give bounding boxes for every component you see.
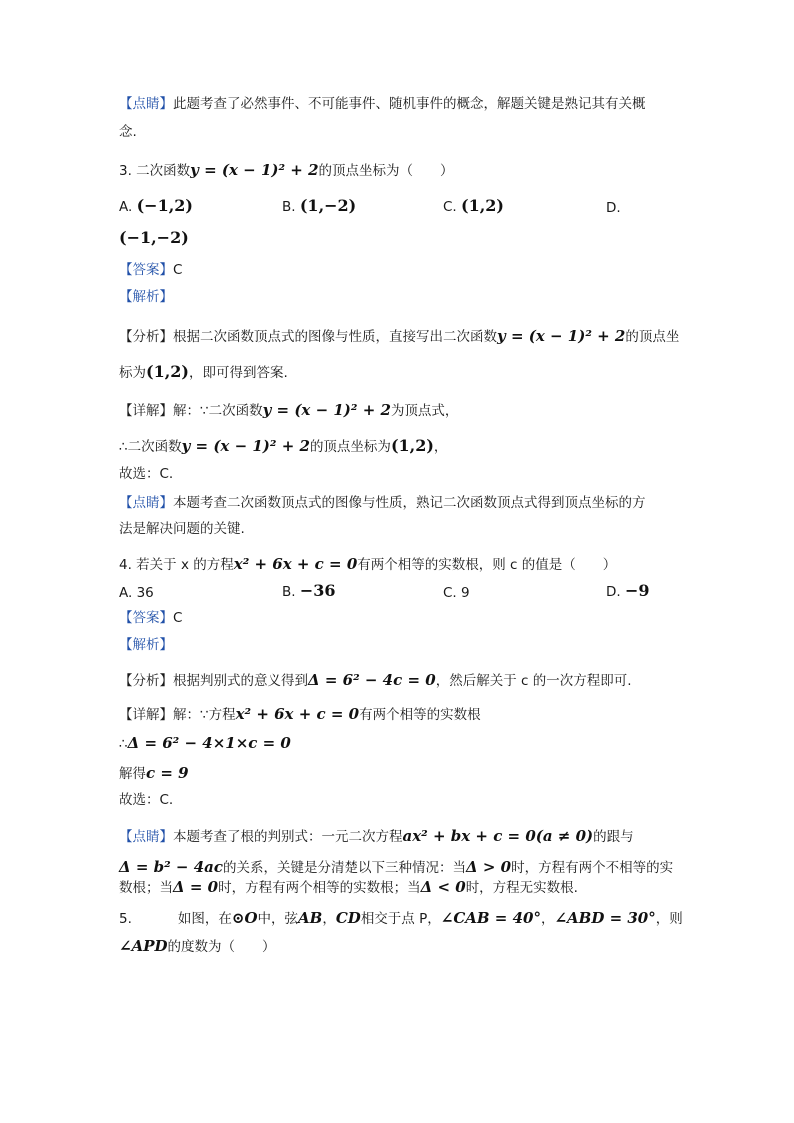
- option-value: (1,2): [461, 196, 504, 215]
- question-4-stem: [119, 554, 689, 575]
- option-d: [606, 581, 650, 602]
- note-line-3: [119, 877, 689, 898]
- detail-line: [119, 400, 689, 421]
- function-formula: y = (x − 1)² + 2: [497, 327, 626, 345]
- condition: Δ = 0: [173, 878, 219, 896]
- text: 的跟与: [593, 829, 634, 845]
- option-letter: C.: [443, 585, 457, 601]
- option-a: [119, 196, 193, 217]
- choose-text: 故选：C.: [119, 466, 174, 482]
- analysis-line: [119, 326, 689, 347]
- fenxi-tag: 【分析】: [119, 673, 173, 689]
- text: 本题考查了根的判别式：一元二次方程: [173, 829, 403, 845]
- question-5-stem: [119, 908, 689, 929]
- note-line-2: [119, 519, 689, 539]
- text: 中，弦: [257, 911, 299, 927]
- vertex-value: (1,2): [390, 436, 434, 455]
- discriminant-equation: Δ = 6² − 4×1×c = 0: [127, 734, 291, 752]
- option-value: 9: [461, 585, 470, 601]
- text: 标为: [119, 365, 146, 381]
- note-line: [119, 826, 689, 847]
- option-value: 36: [136, 585, 154, 601]
- question-3-stem: [119, 160, 689, 181]
- text: ∴二次函数: [119, 439, 182, 455]
- text: 解：∵二次函数: [173, 403, 263, 419]
- function-formula: y = (x − 1)² + 2: [190, 161, 319, 179]
- option-value: (−1,2): [136, 196, 193, 215]
- option-value: −9: [624, 581, 650, 600]
- option-value: (1,−2): [299, 196, 357, 215]
- quadratic-equation: ax² + bx + c = 0(a ≠ 0): [402, 827, 594, 845]
- text: ∴: [119, 736, 128, 752]
- text: 的关系，关键是分清楚以下三种情况：当: [223, 860, 467, 876]
- condition: Δ > 0: [466, 858, 512, 876]
- answer-tag: 【答案】: [119, 262, 173, 278]
- text: 根据二次函数顶点式的图像与性质，直接写出二次函数: [173, 329, 497, 345]
- answer-tag: 【答案】: [119, 610, 173, 626]
- option-value: (−1,−2): [119, 228, 189, 247]
- note-text: 念.: [119, 124, 137, 140]
- analysis-tag: 【解析】: [119, 637, 173, 653]
- option-b: [282, 196, 356, 217]
- detail-line-2: [119, 436, 689, 457]
- detail-line-3: [119, 763, 689, 784]
- answer-value: C: [173, 610, 183, 626]
- question-number: 5.: [119, 911, 132, 927]
- discriminant-formula: Δ = b² − 4ac: [119, 858, 224, 876]
- text: 的顶点坐: [625, 329, 680, 345]
- text: 如图，在: [177, 911, 232, 927]
- text: ，: [322, 911, 336, 927]
- note-text: 此题考查了必然事件、不可能事件、随机事件的概念，解题关键是熟记其有关概: [173, 96, 646, 112]
- analysis-line: [119, 670, 689, 691]
- text: 的顶点坐标为: [309, 439, 391, 455]
- detail-tag: 【详解】: [119, 403, 173, 419]
- discriminant-equation: Δ = 6² − 4c = 0: [308, 671, 436, 689]
- text: 时，方程无实数根.: [465, 880, 578, 896]
- answer-line: [119, 260, 689, 280]
- equation: x² + 6x + c = 0: [235, 705, 360, 723]
- text: ，: [433, 439, 448, 455]
- option-b: [282, 581, 336, 602]
- note-tag: 【点睛】: [119, 829, 173, 845]
- question-5-stem-2: [119, 936, 689, 957]
- option-c: [443, 196, 504, 217]
- option-letter: A.: [119, 585, 133, 601]
- angle-apd: ∠APD: [119, 937, 168, 955]
- analysis-heading: [119, 287, 689, 307]
- function-formula: y = (x − 1)² + 2: [262, 401, 391, 419]
- option-c: [443, 583, 470, 603]
- note-line-2: [119, 122, 689, 142]
- analysis-heading: [119, 635, 689, 655]
- note-line: [119, 94, 689, 114]
- text: ，则: [655, 911, 683, 927]
- option-letter: A.: [119, 199, 133, 215]
- answer-value: C: [173, 262, 183, 278]
- option-value: −36: [299, 581, 336, 600]
- detail-tag: 【详解】: [119, 707, 173, 723]
- analysis-line-2: [119, 362, 689, 383]
- text: ，然后解关于 c 的一次方程即可.: [435, 673, 632, 689]
- detail-line-2: [119, 733, 689, 754]
- note-tag: 【点睛】: [119, 96, 173, 112]
- choose-line: [119, 464, 689, 484]
- vertex-value: (1,2): [146, 362, 189, 381]
- analysis-tag: 【解析】: [119, 289, 173, 305]
- option-letter: B.: [282, 199, 296, 215]
- chord-ab: AB: [298, 909, 323, 927]
- text: ，即可得到答案.: [188, 365, 288, 381]
- option-d-value: [119, 228, 189, 249]
- text: 时，方程有两个不相等的实: [511, 860, 674, 876]
- equation: x² + 6x + c = 0: [233, 555, 358, 573]
- chord-cd: CD: [335, 909, 361, 927]
- note-line-2: [119, 857, 689, 878]
- choose-line: [119, 790, 689, 810]
- stem-text: 有两个相等的实数根，则 c 的值是（ ）: [357, 557, 617, 573]
- option-a: [119, 583, 154, 603]
- note-text: 本题考查二次函数顶点式的图像与性质，熟记二次函数顶点式得到顶点坐标的方: [173, 495, 646, 511]
- text: 有两个相等的实数根: [359, 707, 481, 723]
- text: 相交于点 P，: [360, 911, 441, 927]
- option-letter: B.: [282, 584, 296, 600]
- condition: Δ < 0: [420, 878, 466, 896]
- note-line: [119, 493, 689, 513]
- option-letter: C.: [443, 199, 457, 215]
- stem-text: 4. 若关于 x 的方程: [119, 557, 234, 573]
- function-formula: y = (x − 1)² + 2: [181, 437, 310, 455]
- fenxi-tag: 【分析】: [119, 329, 173, 345]
- answer-line: [119, 608, 689, 628]
- note-text: 法是解决问题的关键.: [119, 521, 245, 537]
- angle-abd: ∠ABD = 30°: [554, 909, 656, 927]
- text: 解得: [119, 766, 146, 782]
- stem-text: 3. 二次函数: [119, 163, 191, 179]
- solution: c = 9: [146, 764, 189, 782]
- angle-cab: ∠CAB = 40°: [440, 909, 541, 927]
- stem-text: 的顶点坐标为（ ）: [318, 163, 454, 179]
- detail-line: [119, 704, 689, 725]
- text: 数根；当: [119, 880, 173, 896]
- option-letter: D.: [606, 200, 621, 216]
- option-letter: D.: [606, 584, 621, 600]
- text: 为顶点式，: [390, 403, 459, 419]
- text: 的度数为（ ）: [167, 939, 276, 955]
- choose-text: 故选：C.: [119, 792, 174, 808]
- circle-symbol: ⊙O: [231, 909, 258, 927]
- text: ，: [540, 911, 555, 927]
- note-tag: 【点睛】: [119, 495, 173, 511]
- text: 时，方程有两个相等的实数根；当: [218, 880, 421, 896]
- text: 根据判别式的意义得到: [173, 673, 308, 689]
- option-d: [606, 198, 621, 218]
- text: 解：∵方程: [173, 707, 236, 723]
